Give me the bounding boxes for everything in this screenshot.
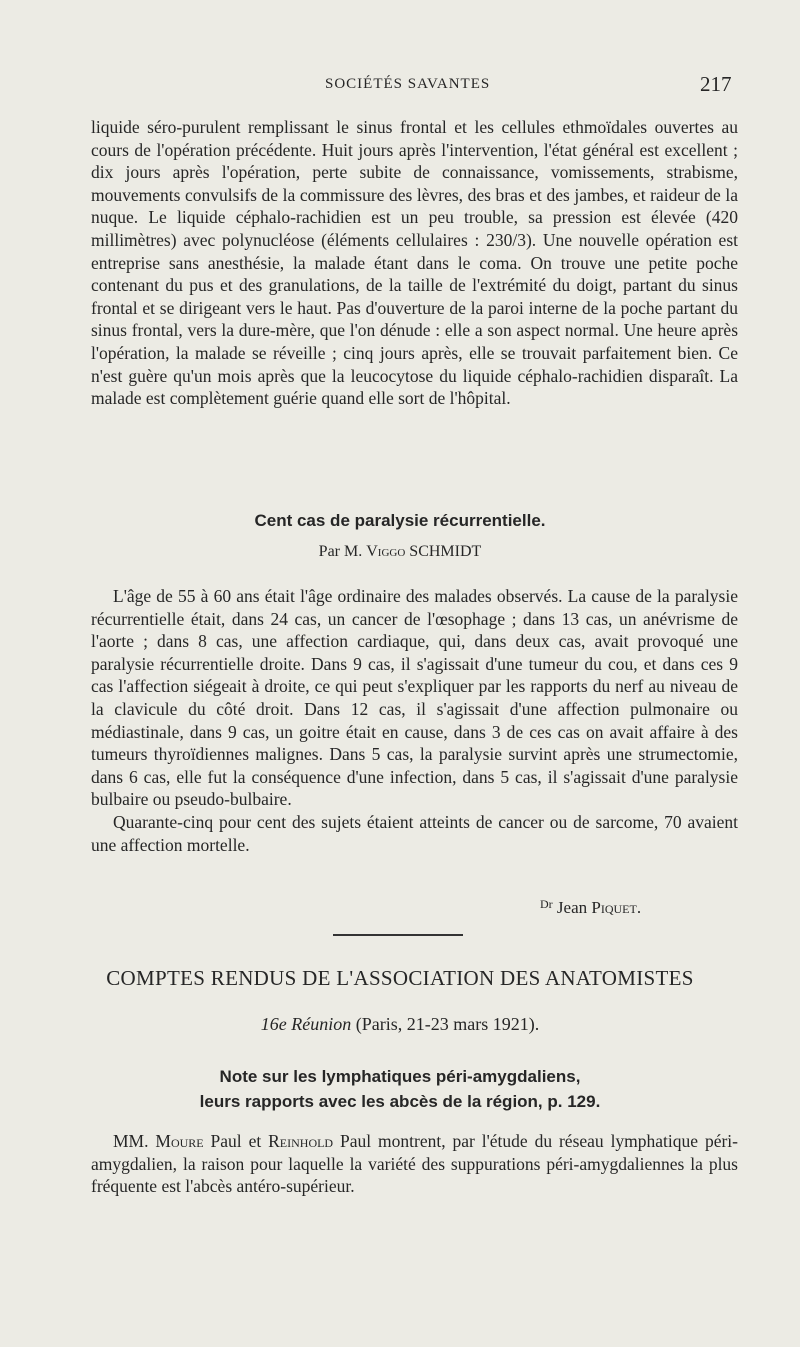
author-last-name: SCHMIDT <box>409 543 482 560</box>
paragraph-causes: L'âge de 55 à 60 ans était l'âge ordinaire des malades observés. La cause de la paralysie récurrentielle était, dans 24 cas, un cancer de l'œsophage ; dans 13 cas, un anévrisme de l'aorte ; dans 8 cas, une affection cardiaque, qui, dans deux cas, avait provoqué une paralysie récurrentielle droite. Dans 9 cas, il s'agissait d'une tumeur du cou, et dans ces 9 cas l'affection siégeait à droite, ce qui peut s'expliquer par les rapports du nerf au niveau de la clavicule du côté droit. Dans 12 cas, il s'agissait d'une affection pulmonaire ou médiastinale, dans 9 cas, un goitre était en cause, dans 3 de ces cas on avait affaire à des tumeurs thyroïdiennes malignes. Dans 5 cas, la paralysie survint après une strumectomie, dans 6 cas, elle fut la conséquence d'une infection, dans 5 cas, il s'agissait d'une paralysie bulbaire ou pseudo-bulbaire. <box>91 586 738 810</box>
running-head: SOCIÉTÉS SAVANTES <box>325 76 491 92</box>
page-number: 217 <box>700 72 732 96</box>
author-first-name: Viggo <box>366 543 406 560</box>
signature-first-name: Jean <box>556 898 588 917</box>
meeting-details: (Paris, 21-23 mars 1921). <box>355 1014 540 1034</box>
section-divider <box>333 934 463 936</box>
signature-last-name: Piquet. <box>591 898 642 917</box>
section-title-paralysie: Cent cas de paralysie récurrentielle. <box>254 511 546 530</box>
page-header <box>0 72 800 102</box>
author-moure: Moure <box>155 1131 204 1151</box>
paragraph-continuation: liquide séro-purulent remplissant le sinus frontal et les cellules ethmoïdales ouvertes au cours de l'opération précédente. Huit jours après l'intervention, l'état général est excellent ; dix jours après l'opération, perte subite de connaissance, vomissements, strabisme, mouvements convulsifs de la commissure des lèvres, des bras et des jambes, et raideur de la nuque. Le liquide céphalo-rachidien est un peu trouble, sa pression est élevée (420 millimètres) avec polynucléose (éléments cellulaires : 230/3). Une nouvelle opération est entreprise sans anesthésie, la malade étant dans le coma. On trouve une petite poche contenant du pus et des granulations, de la taille de l'extrémité du doigt, partant du sinus frontal et se dirigeant vers le haut. Pas d'ouverture de la paroi interne de la poche partant du sinus frontal, vers la dure-mère, que l'on dénude : elle a son aspect normal. Une heure après l'opération, la malade se réveille ; cinq jours après, elle se trouvait parfaitement bien. Ce n'est guère qu'un mois après que la leucocytose du liquide céphalo-rachidien disparaît. La malade est complètement guérie quand elle sort de l'hôpital. <box>91 117 738 409</box>
signature-title: Dr <box>540 897 553 911</box>
author-line-schmidt <box>0 543 800 561</box>
note-title-line-2: leurs rapports avec les abcès de la région, p. 129. <box>199 1092 601 1111</box>
section-title-anatomistes: COMPTES RENDUS DE L'ASSOCIATION DES ANATOMISTES <box>106 966 694 990</box>
section-1-body <box>91 585 738 856</box>
signature-piquet <box>540 897 641 918</box>
meeting-word: Réunion <box>291 1014 352 1034</box>
note-title <box>0 1064 800 1114</box>
meeting-number: 16e <box>260 1014 287 1034</box>
meeting-line <box>0 1014 800 1035</box>
note-title-line-1: Note sur les lymphatiques péri-amygdaliens, <box>219 1067 581 1086</box>
author-reinhold: Reinhold <box>268 1131 334 1151</box>
paragraph-statistics: Quarante-cinq pour cent des sujets étaient atteints de cancer ou de sarcome, 70 avaient une affection mortelle. <box>91 811 738 855</box>
author-prefix: Par M. <box>318 543 363 560</box>
paragraph-lymphatiques: MM. Moure Paul et Reinhold Paul montrent, par l'étude du réseau lymphatique péri-amygdalien, la raison pour laquelle la variété des suppurations péri-amygdaliennes la plus fréquente est l'abcès antéro-supérieur. <box>91 1131 738 1197</box>
